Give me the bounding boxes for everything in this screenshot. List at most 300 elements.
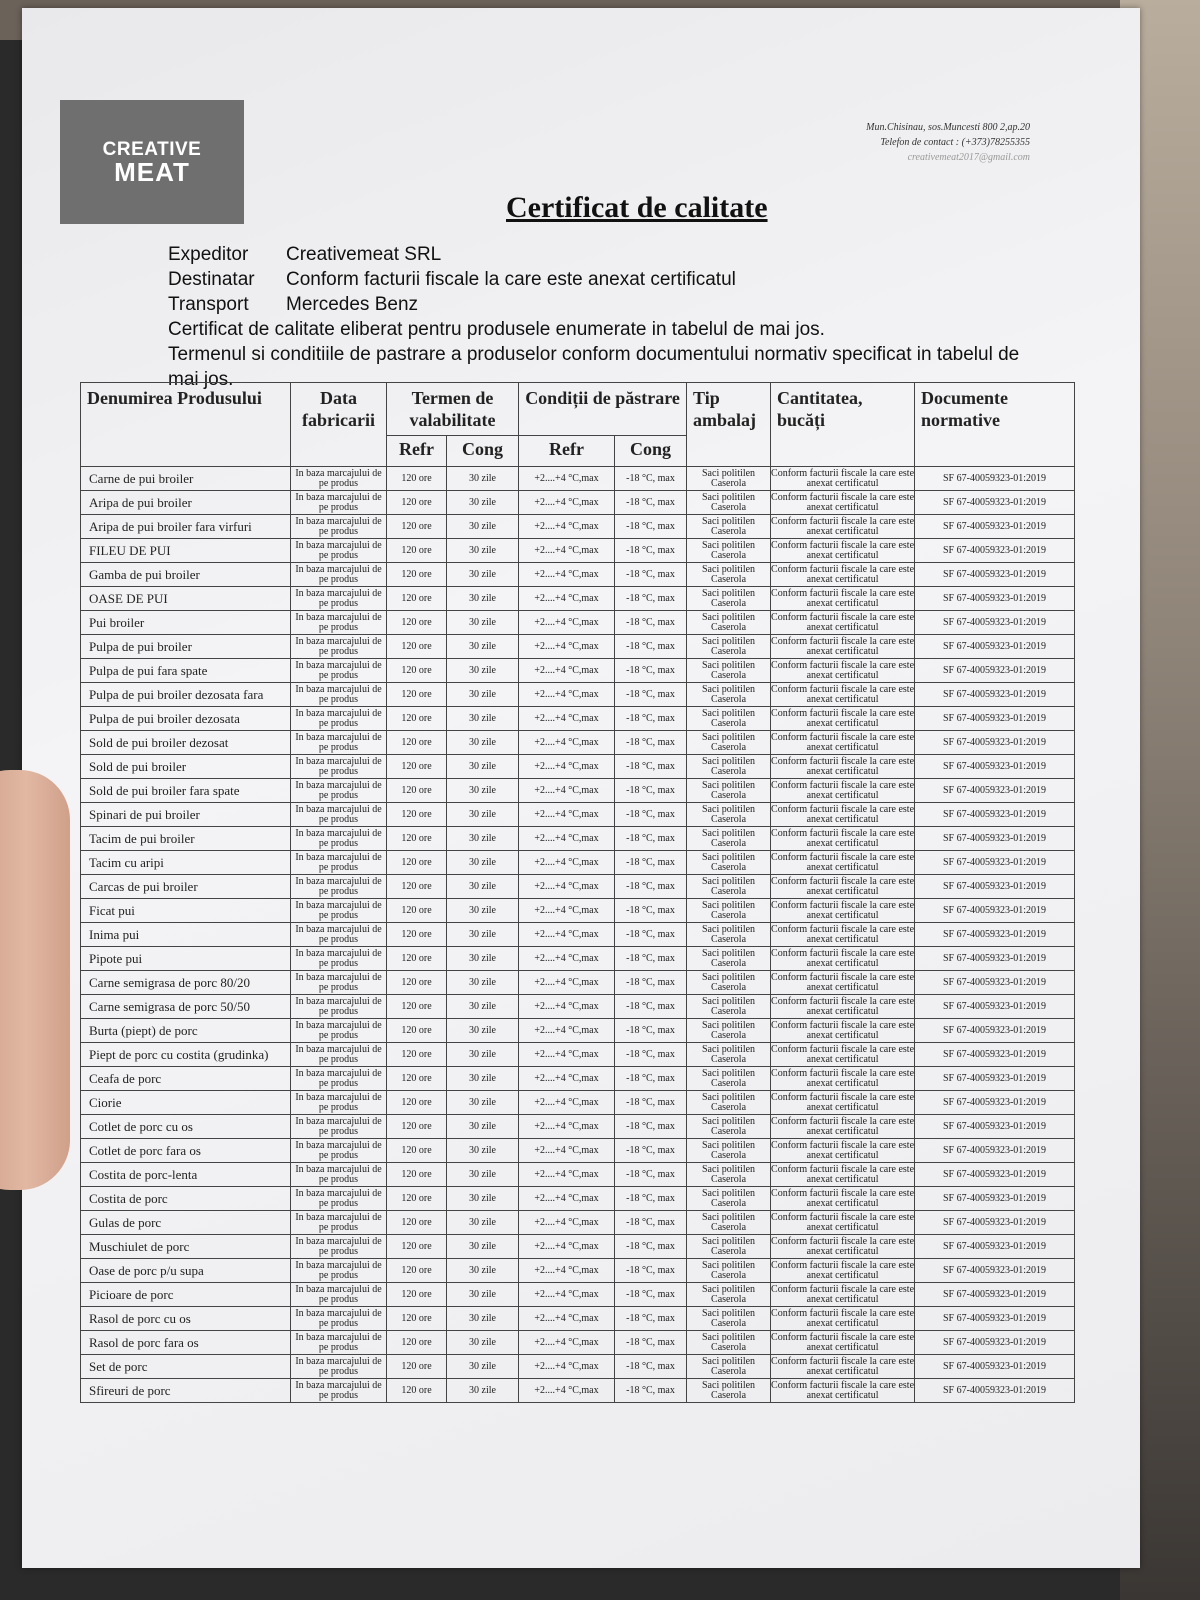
cong-term-cell: 30 zile xyxy=(447,1115,519,1139)
qty-cell: Conform facturii fiscale la care este anexat certificatul xyxy=(771,1115,915,1137)
qty-cell: Conform facturii fiscale la care este anexat certificatul xyxy=(771,1067,915,1089)
qty-cell: Conform facturii fiscale la care este anexat certificatul xyxy=(771,971,915,993)
refr-term-cell: 120 ore xyxy=(387,635,447,659)
contact-email: creativemeat2017@gmail.com xyxy=(907,152,1030,163)
refr-cond-cell: +2....+4 °C,max xyxy=(519,1043,615,1067)
expeditor-label: Expeditor xyxy=(168,244,249,265)
qty-cell: Conform facturii fiscale la care este anexat certificatul xyxy=(771,1163,915,1185)
product-name-cell: Spinari de pui broiler xyxy=(81,803,291,827)
table-row xyxy=(81,1307,1075,1331)
qty-cell: Conform facturii fiscale la care este anexat certificatul xyxy=(771,467,915,489)
qty-cell: Conform facturii fiscale la care este anexat certificatul xyxy=(771,491,915,513)
cong-cond-cell: -18 °C, max xyxy=(615,539,687,563)
date-cell: In baza marcajului de pe produs xyxy=(291,707,387,731)
cong-term-cell: 30 zile xyxy=(447,755,519,779)
date-cell: In baza marcajului de pe produs xyxy=(291,1115,387,1139)
product-name-cell: Ciorie xyxy=(81,1091,291,1115)
table-row xyxy=(81,779,1075,803)
doc-cell: SF 67-40059323-01:2019 xyxy=(915,779,1075,803)
cong-cond-cell: -18 °C, max xyxy=(615,1283,687,1307)
table-row xyxy=(81,755,1075,779)
qty-cell: Conform facturii fiscale la care este anexat certificatul xyxy=(771,899,915,921)
date-cell: In baza marcajului de pe produs xyxy=(291,563,387,587)
qty-cell: Conform facturii fiscale la care este anexat certificatul xyxy=(771,539,915,561)
refr-cond-cell: +2....+4 °C,max xyxy=(519,1307,615,1331)
cong-cond-cell: -18 °C, max xyxy=(615,755,687,779)
product-name-cell: Gamba de pui broiler xyxy=(81,563,291,587)
product-name-cell: Pulpa de pui broiler dezosata fara xyxy=(81,683,291,707)
date-cell: In baza marcajului de pe produs xyxy=(291,1379,387,1403)
refr-cond-cell: +2....+4 °C,max xyxy=(519,755,615,779)
refr-term-cell: 120 ore xyxy=(387,779,447,803)
cong-term-cell: 30 zile xyxy=(447,779,519,803)
header-term: Termen de valabilitate xyxy=(387,383,519,436)
pack-cell: Saci politilen Caserola xyxy=(687,683,771,707)
refr-cond-cell: +2....+4 °C,max xyxy=(519,1355,615,1379)
product-name-cell: Tacim de pui broiler xyxy=(81,827,291,851)
refr-term-cell: 120 ore xyxy=(387,1139,447,1163)
pack-cell: Saci politilen Caserola xyxy=(687,1067,771,1091)
date-cell: In baza marcajului de pe produs xyxy=(291,515,387,539)
qty-cell: Conform facturii fiscale la care este anexat certificatul xyxy=(771,1379,915,1401)
table-row xyxy=(81,1283,1075,1307)
product-name-cell: OASE DE PUI xyxy=(81,587,291,611)
table-row xyxy=(81,563,1075,587)
cong-cond-cell: -18 °C, max xyxy=(615,803,687,827)
cong-term-cell: 30 zile xyxy=(447,587,519,611)
refr-term-cell: 120 ore xyxy=(387,467,447,491)
refr-term-cell: 120 ore xyxy=(387,971,447,995)
holding-thumb xyxy=(0,770,70,1190)
cong-cond-cell: -18 °C, max xyxy=(615,923,687,947)
refr-cond-cell: +2....+4 °C,max xyxy=(519,803,615,827)
doc-cell: SF 67-40059323-01:2019 xyxy=(915,1163,1075,1187)
refr-cond-cell: +2....+4 °C,max xyxy=(519,947,615,971)
date-cell: In baza marcajului de pe produs xyxy=(291,1187,387,1211)
date-cell: In baza marcajului de pe produs xyxy=(291,539,387,563)
cong-cond-cell: -18 °C, max xyxy=(615,731,687,755)
cong-cond-cell: -18 °C, max xyxy=(615,1211,687,1235)
date-cell: In baza marcajului de pe produs xyxy=(291,947,387,971)
qty-cell: Conform facturii fiscale la care este anexat certificatul xyxy=(771,707,915,729)
refr-cond-cell: +2....+4 °C,max xyxy=(519,1115,615,1139)
doc-cell: SF 67-40059323-01:2019 xyxy=(915,1115,1075,1139)
cong-cond-cell: -18 °C, max xyxy=(615,1019,687,1043)
product-name-cell: Piept de porc cu costita (grudinka) xyxy=(81,1043,291,1067)
qty-cell: Conform facturii fiscale la care este anexat certificatul xyxy=(771,1355,915,1377)
pack-cell: Saci politilen Caserola xyxy=(687,1283,771,1307)
product-name-cell: Muschiulet de porc xyxy=(81,1235,291,1259)
date-cell: In baza marcajului de pe produs xyxy=(291,1067,387,1091)
table-row xyxy=(81,491,1075,515)
cong-term-cell: 30 zile xyxy=(447,707,519,731)
date-cell: In baza marcajului de pe produs xyxy=(291,827,387,851)
pack-cell: Saci politilen Caserola xyxy=(687,1355,771,1379)
contact-address: Mun.Chisinau, sos.Muncesti 800 2,ap.20 xyxy=(866,122,1030,133)
refr-term-cell: 120 ore xyxy=(387,851,447,875)
refr-cond-cell: +2....+4 °C,max xyxy=(519,995,615,1019)
table-row xyxy=(81,1067,1075,1091)
doc-cell: SF 67-40059323-01:2019 xyxy=(915,971,1075,995)
cong-term-cell: 30 zile xyxy=(447,1091,519,1115)
destinatar-label: Destinatar xyxy=(168,269,255,290)
cong-term-cell: 30 zile xyxy=(447,971,519,995)
cong-cond-cell: -18 °C, max xyxy=(615,947,687,971)
pack-cell: Saci politilen Caserola xyxy=(687,827,771,851)
refr-term-cell: 120 ore xyxy=(387,755,447,779)
cong-cond-cell: -18 °C, max xyxy=(615,971,687,995)
cong-cond-cell: -18 °C, max xyxy=(615,1115,687,1139)
table-row xyxy=(81,995,1075,1019)
date-cell: In baza marcajului de pe produs xyxy=(291,587,387,611)
refr-cond-cell: +2....+4 °C,max xyxy=(519,1259,615,1283)
refr-cond-cell: +2....+4 °C,max xyxy=(519,875,615,899)
product-name-cell: Inima pui xyxy=(81,923,291,947)
refr-cond-cell: +2....+4 °C,max xyxy=(519,1331,615,1355)
doc-cell: SF 67-40059323-01:2019 xyxy=(915,587,1075,611)
table-row xyxy=(81,947,1075,971)
refr-term-cell: 120 ore xyxy=(387,1355,447,1379)
doc-cell: SF 67-40059323-01:2019 xyxy=(915,827,1075,851)
product-name-cell: Pulpa de pui fara spate xyxy=(81,659,291,683)
doc-cell: SF 67-40059323-01:2019 xyxy=(915,1259,1075,1283)
cong-cond-cell: -18 °C, max xyxy=(615,659,687,683)
refr-term-cell: 120 ore xyxy=(387,587,447,611)
info-line2: Termenul si conditiile de pastrare a produselor conform documentului normativ specificat in tabelul de mai jos. xyxy=(168,344,1020,390)
table-row xyxy=(81,923,1075,947)
header-refr-term: Refr xyxy=(387,436,447,467)
doc-cell: SF 67-40059323-01:2019 xyxy=(915,1331,1075,1355)
refr-term-cell: 120 ore xyxy=(387,515,447,539)
qty-cell: Conform facturii fiscale la care este anexat certificatul xyxy=(771,1307,915,1329)
product-name-cell: Ficat pui xyxy=(81,899,291,923)
qty-cell: Conform facturii fiscale la care este anexat certificatul xyxy=(771,923,915,945)
cong-term-cell: 30 zile xyxy=(447,1187,519,1211)
date-cell: In baza marcajului de pe produs xyxy=(291,971,387,995)
doc-cell: SF 67-40059323-01:2019 xyxy=(915,1379,1075,1403)
header-docs: Documente normative xyxy=(915,383,1075,467)
qty-cell: Conform facturii fiscale la care este anexat certificatul xyxy=(771,683,915,705)
refr-cond-cell: +2....+4 °C,max xyxy=(519,659,615,683)
refr-term-cell: 120 ore xyxy=(387,995,447,1019)
date-cell: In baza marcajului de pe produs xyxy=(291,1283,387,1307)
cong-cond-cell: -18 °C, max xyxy=(615,1187,687,1211)
cong-cond-cell: -18 °C, max xyxy=(615,1259,687,1283)
date-cell: In baza marcajului de pe produs xyxy=(291,1307,387,1331)
pack-cell: Saci politilen Caserola xyxy=(687,659,771,683)
refr-cond-cell: +2....+4 °C,max xyxy=(519,779,615,803)
product-name-cell: Costita de porc xyxy=(81,1187,291,1211)
cong-cond-cell: -18 °C, max xyxy=(615,851,687,875)
pack-cell: Saci politilen Caserola xyxy=(687,539,771,563)
refr-cond-cell: +2....+4 °C,max xyxy=(519,1283,615,1307)
doc-cell: SF 67-40059323-01:2019 xyxy=(915,755,1075,779)
doc-cell: SF 67-40059323-01:2019 xyxy=(915,1211,1075,1235)
header-cong-cond: Cong xyxy=(615,436,687,467)
cong-cond-cell: -18 °C, max xyxy=(615,1067,687,1091)
table-row xyxy=(81,1139,1075,1163)
pack-cell: Saci politilen Caserola xyxy=(687,515,771,539)
cong-cond-cell: -18 °C, max xyxy=(615,1307,687,1331)
doc-cell: SF 67-40059323-01:2019 xyxy=(915,611,1075,635)
refr-term-cell: 120 ore xyxy=(387,923,447,947)
pack-cell: Saci politilen Caserola xyxy=(687,995,771,1019)
refr-cond-cell: +2....+4 °C,max xyxy=(519,923,615,947)
table-row xyxy=(81,827,1075,851)
table-row xyxy=(81,1163,1075,1187)
date-cell: In baza marcajului de pe produs xyxy=(291,803,387,827)
refr-term-cell: 120 ore xyxy=(387,875,447,899)
logo-line2: MEAT xyxy=(114,156,190,187)
table-row xyxy=(81,803,1075,827)
cong-cond-cell: -18 °C, max xyxy=(615,467,687,491)
cong-term-cell: 30 zile xyxy=(447,827,519,851)
doc-cell: SF 67-40059323-01:2019 xyxy=(915,899,1075,923)
table-row xyxy=(81,683,1075,707)
doc-cell: SF 67-40059323-01:2019 xyxy=(915,707,1075,731)
cong-term-cell: 30 zile xyxy=(447,563,519,587)
refr-cond-cell: +2....+4 °C,max xyxy=(519,731,615,755)
refr-term-cell: 120 ore xyxy=(387,491,447,515)
product-name-cell: Sold de pui broiler fara spate xyxy=(81,779,291,803)
cong-cond-cell: -18 °C, max xyxy=(615,683,687,707)
cong-term-cell: 30 zile xyxy=(447,635,519,659)
cong-term-cell: 30 zile xyxy=(447,899,519,923)
pack-cell: Saci politilen Caserola xyxy=(687,1235,771,1259)
doc-cell: SF 67-40059323-01:2019 xyxy=(915,1067,1075,1091)
doc-cell: SF 67-40059323-01:2019 xyxy=(915,947,1075,971)
cong-cond-cell: -18 °C, max xyxy=(615,1091,687,1115)
certificate-paper xyxy=(22,8,1140,1568)
refr-cond-cell: +2....+4 °C,max xyxy=(519,563,615,587)
date-cell: In baza marcajului de pe produs xyxy=(291,899,387,923)
refr-cond-cell: +2....+4 °C,max xyxy=(519,683,615,707)
qty-cell: Conform facturii fiscale la care este anexat certificatul xyxy=(771,947,915,969)
table-row xyxy=(81,1355,1075,1379)
pack-cell: Saci politilen Caserola xyxy=(687,611,771,635)
cong-cond-cell: -18 °C, max xyxy=(615,1355,687,1379)
doc-cell: SF 67-40059323-01:2019 xyxy=(915,851,1075,875)
date-cell: In baza marcajului de pe produs xyxy=(291,731,387,755)
cong-term-cell: 30 zile xyxy=(447,995,519,1019)
logo-line1: CREATIVE xyxy=(102,138,202,160)
table-row xyxy=(81,1235,1075,1259)
cong-term-cell: 30 zile xyxy=(447,1163,519,1187)
table-row xyxy=(81,899,1075,923)
refr-cond-cell: +2....+4 °C,max xyxy=(519,1211,615,1235)
header-name: Denumirea Produsului xyxy=(81,383,291,467)
date-cell: In baza marcajului de pe produs xyxy=(291,1163,387,1187)
table-body xyxy=(81,467,1075,1403)
cong-term-cell: 30 zile xyxy=(447,851,519,875)
product-name-cell: Sold de pui broiler dezosat xyxy=(81,731,291,755)
refr-term-cell: 120 ore xyxy=(387,1187,447,1211)
cong-cond-cell: -18 °C, max xyxy=(615,635,687,659)
pack-cell: Saci politilen Caserola xyxy=(687,1043,771,1067)
refr-cond-cell: +2....+4 °C,max xyxy=(519,635,615,659)
transport-value: Mercedes Benz xyxy=(286,294,419,315)
table-row xyxy=(81,587,1075,611)
doc-cell: SF 67-40059323-01:2019 xyxy=(915,683,1075,707)
cong-term-cell: 30 zile xyxy=(447,1043,519,1067)
refr-term-cell: 120 ore xyxy=(387,611,447,635)
cong-term-cell: 30 zile xyxy=(447,1019,519,1043)
product-name-cell: Aripa de pui broiler fara virfuri xyxy=(81,515,291,539)
doc-cell: SF 67-40059323-01:2019 xyxy=(915,539,1075,563)
refr-term-cell: 120 ore xyxy=(387,563,447,587)
doc-cell: SF 67-40059323-01:2019 xyxy=(915,923,1075,947)
doc-cell: SF 67-40059323-01:2019 xyxy=(915,1235,1075,1259)
company-logo xyxy=(60,100,244,224)
qty-cell: Conform facturii fiscale la care este anexat certificatul xyxy=(771,755,915,777)
table-row xyxy=(81,1091,1075,1115)
cong-term-cell: 30 zile xyxy=(447,1355,519,1379)
pack-cell: Saci politilen Caserola xyxy=(687,467,771,491)
date-cell: In baza marcajului de pe produs xyxy=(291,683,387,707)
product-name-cell: Cotlet de porc cu os xyxy=(81,1115,291,1139)
pack-cell: Saci politilen Caserola xyxy=(687,707,771,731)
date-cell: In baza marcajului de pe produs xyxy=(291,1331,387,1355)
pack-cell: Saci politilen Caserola xyxy=(687,875,771,899)
contact-block xyxy=(866,120,1030,165)
destinatar-value: Conform facturii fiscale la care este anexat certificatul xyxy=(286,269,736,290)
date-cell: In baza marcajului de pe produs xyxy=(291,995,387,1019)
contact-phone: Telefon de contact : (+373)78255355 xyxy=(880,137,1030,148)
cong-term-cell: 30 zile xyxy=(447,1259,519,1283)
products-table xyxy=(80,382,1075,1403)
cong-cond-cell: -18 °C, max xyxy=(615,1331,687,1355)
cong-term-cell: 30 zile xyxy=(447,611,519,635)
product-name-cell: Carne semigrasa de porc 80/20 xyxy=(81,971,291,995)
pack-cell: Saci politilen Caserola xyxy=(687,947,771,971)
product-name-cell: Picioare de porc xyxy=(81,1283,291,1307)
product-name-cell: Burta (piept) de porc xyxy=(81,1019,291,1043)
qty-cell: Conform facturii fiscale la care este anexat certificatul xyxy=(771,1283,915,1305)
cong-cond-cell: -18 °C, max xyxy=(615,1163,687,1187)
cong-cond-cell: -18 °C, max xyxy=(615,611,687,635)
product-name-cell: Oase de porc p/u supa xyxy=(81,1259,291,1283)
refr-cond-cell: +2....+4 °C,max xyxy=(519,851,615,875)
doc-cell: SF 67-40059323-01:2019 xyxy=(915,1283,1075,1307)
qty-cell: Conform facturii fiscale la care este anexat certificatul xyxy=(771,1235,915,1257)
doc-cell: SF 67-40059323-01:2019 xyxy=(915,491,1075,515)
refr-term-cell: 120 ore xyxy=(387,803,447,827)
refr-term-cell: 120 ore xyxy=(387,899,447,923)
date-cell: In baza marcajului de pe produs xyxy=(291,611,387,635)
cong-cond-cell: -18 °C, max xyxy=(615,875,687,899)
refr-term-cell: 120 ore xyxy=(387,731,447,755)
product-name-cell: Carne de pui broiler xyxy=(81,467,291,491)
expeditor-value: Creativemeat SRL xyxy=(286,244,442,265)
cong-term-cell: 30 zile xyxy=(447,1235,519,1259)
pack-cell: Saci politilen Caserola xyxy=(687,971,771,995)
qty-cell: Conform facturii fiscale la care este anexat certificatul xyxy=(771,659,915,681)
refr-term-cell: 120 ore xyxy=(387,1019,447,1043)
product-name-cell: FILEU DE PUI xyxy=(81,539,291,563)
page-title: Certificat de calitate xyxy=(506,191,768,224)
date-cell: In baza marcajului de pe produs xyxy=(291,755,387,779)
date-cell: In baza marcajului de pe produs xyxy=(291,1091,387,1115)
date-cell: In baza marcajului de pe produs xyxy=(291,491,387,515)
table-row xyxy=(81,1187,1075,1211)
product-name-cell: Ceafa de porc xyxy=(81,1067,291,1091)
doc-cell: SF 67-40059323-01:2019 xyxy=(915,1091,1075,1115)
doc-cell: SF 67-40059323-01:2019 xyxy=(915,635,1075,659)
table-row xyxy=(81,707,1075,731)
cong-cond-cell: -18 °C, max xyxy=(615,491,687,515)
date-cell: In baza marcajului de pe produs xyxy=(291,779,387,803)
qty-cell: Conform facturii fiscale la care este anexat certificatul xyxy=(771,1331,915,1353)
table-row xyxy=(81,1019,1075,1043)
cong-term-cell: 30 zile xyxy=(447,875,519,899)
refr-term-cell: 120 ore xyxy=(387,1259,447,1283)
cong-term-cell: 30 zile xyxy=(447,491,519,515)
refr-cond-cell: +2....+4 °C,max xyxy=(519,539,615,563)
pack-cell: Saci politilen Caserola xyxy=(687,587,771,611)
table-row xyxy=(81,971,1075,995)
cong-cond-cell: -18 °C, max xyxy=(615,1379,687,1403)
refr-cond-cell: +2....+4 °C,max xyxy=(519,1235,615,1259)
cong-term-cell: 30 zile xyxy=(447,731,519,755)
doc-cell: SF 67-40059323-01:2019 xyxy=(915,515,1075,539)
cong-cond-cell: -18 °C, max xyxy=(615,563,687,587)
qty-cell: Conform facturii fiscale la care este anexat certificatul xyxy=(771,731,915,753)
product-name-cell: Rasol de porc fara os xyxy=(81,1331,291,1355)
table-row xyxy=(81,731,1075,755)
refr-cond-cell: +2....+4 °C,max xyxy=(519,1019,615,1043)
date-cell: In baza marcajului de pe produs xyxy=(291,923,387,947)
header-cong-term: Cong xyxy=(447,436,519,467)
cong-cond-cell: -18 °C, max xyxy=(615,587,687,611)
refr-cond-cell: +2....+4 °C,max xyxy=(519,1091,615,1115)
table-row xyxy=(81,611,1075,635)
pack-cell: Saci politilen Caserola xyxy=(687,851,771,875)
product-name-cell: Gulas de porc xyxy=(81,1211,291,1235)
doc-cell: SF 67-40059323-01:2019 xyxy=(915,803,1075,827)
refr-cond-cell: +2....+4 °C,max xyxy=(519,827,615,851)
product-name-cell: Sold de pui broiler xyxy=(81,755,291,779)
refr-term-cell: 120 ore xyxy=(387,1163,447,1187)
refr-term-cell: 120 ore xyxy=(387,1379,447,1403)
pack-cell: Saci politilen Caserola xyxy=(687,1379,771,1403)
date-cell: In baza marcajului de pe produs xyxy=(291,467,387,491)
refr-term-cell: 120 ore xyxy=(387,1043,447,1067)
cong-cond-cell: -18 °C, max xyxy=(615,515,687,539)
header-date: Data fabricarii xyxy=(291,383,387,467)
refr-cond-cell: +2....+4 °C,max xyxy=(519,971,615,995)
cong-cond-cell: -18 °C, max xyxy=(615,1043,687,1067)
qty-cell: Conform facturii fiscale la care este anexat certificatul xyxy=(771,803,915,825)
pack-cell: Saci politilen Caserola xyxy=(687,1115,771,1139)
cong-cond-cell: -18 °C, max xyxy=(615,827,687,851)
table-row xyxy=(81,851,1075,875)
cong-cond-cell: -18 °C, max xyxy=(615,707,687,731)
qty-cell: Conform facturii fiscale la care este anexat certificatul xyxy=(771,851,915,873)
pack-cell: Saci politilen Caserola xyxy=(687,1163,771,1187)
header-pack: Tip ambalaj xyxy=(687,383,771,467)
product-name-cell: Carne semigrasa de porc 50/50 xyxy=(81,995,291,1019)
pack-cell: Saci politilen Caserola xyxy=(687,755,771,779)
refr-cond-cell: +2....+4 °C,max xyxy=(519,515,615,539)
cong-term-cell: 30 zile xyxy=(447,539,519,563)
cong-cond-cell: -18 °C, max xyxy=(615,995,687,1019)
date-cell: In baza marcajului de pe produs xyxy=(291,659,387,683)
table-row xyxy=(81,539,1075,563)
refr-cond-cell: +2....+4 °C,max xyxy=(519,1163,615,1187)
qty-cell: Conform facturii fiscale la care este anexat certificatul xyxy=(771,1043,915,1065)
cong-term-cell: 30 zile xyxy=(447,1307,519,1331)
header-refr-cond: Refr xyxy=(519,436,615,467)
